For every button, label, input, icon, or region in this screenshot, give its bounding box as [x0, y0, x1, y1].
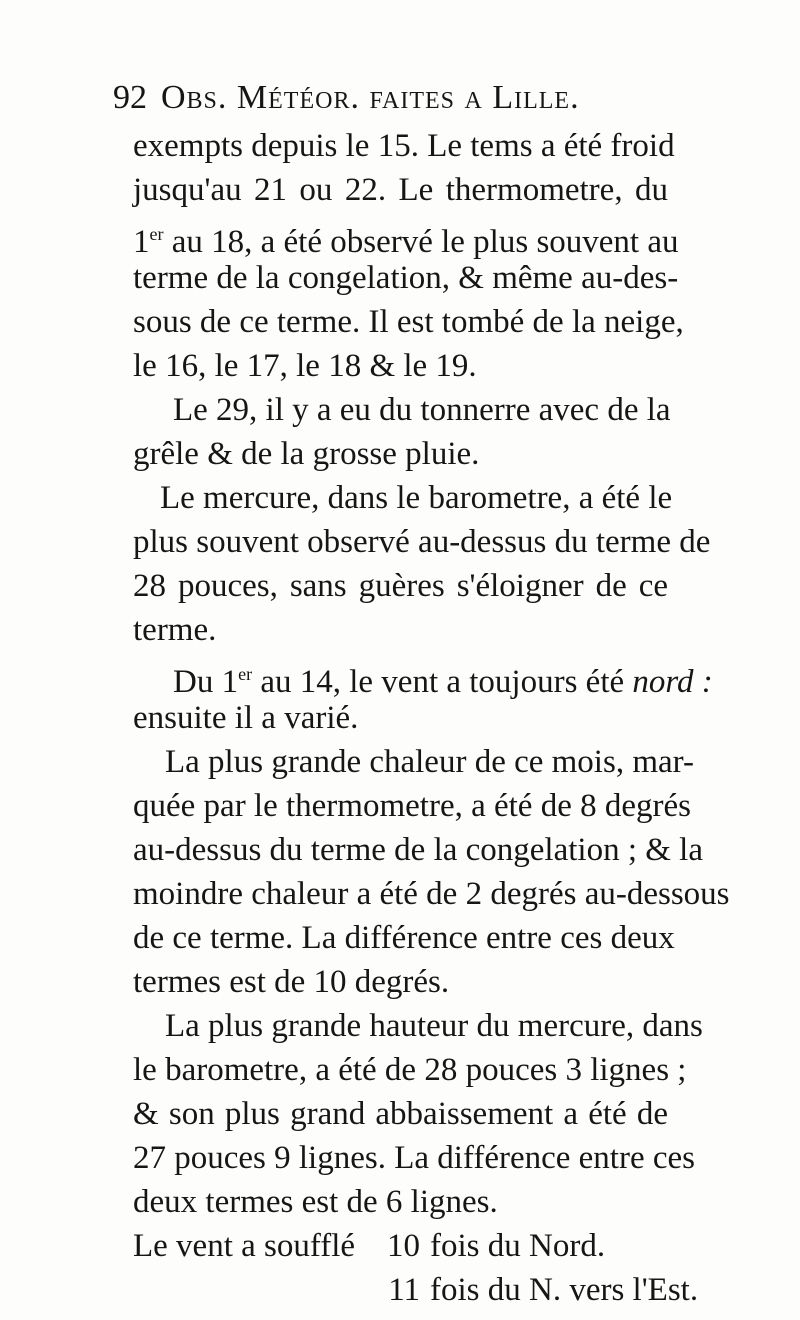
text-line: & son plus grand abbaissement a été de — [133, 1096, 668, 1132]
text-line: au-dessus du terme de la congelation ; & la — [133, 832, 703, 868]
text-line: sous de ce terme. Il est tombé de la neige, — [133, 304, 684, 340]
text-line: 28 pouces, sans guères s'éloigner de ce — [133, 568, 668, 604]
running-title: Obs. Météor. faites a Lille. — [161, 79, 580, 116]
text-line: le 16, le 17, le 18 & le 19. — [133, 348, 477, 384]
text-line: moindre chaleur a été de 2 degrés au-dessous — [133, 876, 730, 912]
wind-direction: fois du N. vers l'Est. — [430, 1272, 699, 1308]
text-line: ensuite il a varié. — [133, 700, 359, 736]
text-line: termes est de 10 degrés. — [133, 964, 450, 1000]
text-line: terme de la congelation, & même au-des- — [133, 260, 679, 296]
page-number: 92 — [113, 79, 147, 116]
text-line: Du 1er au 14, le vent a toujours été nord : — [173, 664, 713, 700]
text-line: deux termes est de 6 lignes. — [133, 1184, 498, 1220]
text-line: exempts depuis le 15. Le tems a été froid — [133, 128, 675, 164]
text-line: le barometre, a été de 28 pouces 3 lignes ; — [133, 1052, 687, 1088]
text-line: grêle & de la grosse pluie. — [133, 436, 480, 472]
text-line: Le mercure, dans le barometre, a été le — [160, 480, 673, 516]
text-line: jusqu'au 21 ou 22. Le thermometre, du — [133, 172, 668, 208]
text-line: La plus grande chaleur de ce mois, mar- — [165, 744, 694, 780]
wind-intro: Le vent a soufflé — [133, 1228, 356, 1264]
text-line: quée par le thermometre, a été de 8 degrés — [133, 788, 691, 824]
text-line: plus souvent observé au-dessus du terme de — [133, 524, 711, 560]
text-line: La plus grande hauteur du mercure, dans — [165, 1008, 703, 1044]
wind-count: 11 — [388, 1272, 420, 1308]
wind-direction: fois du Nord. — [430, 1228, 606, 1264]
text-line: 1er au 18, a été observé le plus souvent au — [133, 224, 679, 260]
text-line: terme. — [133, 612, 217, 648]
text-line: 27 pouces 9 lignes. La différence entre ces — [133, 1140, 695, 1176]
wind-count: 10 — [387, 1228, 420, 1264]
text-line: de ce terme. La différence entre ces deux — [133, 920, 675, 956]
text-line: Le 29, il y a eu du tonnerre avec de la — [173, 392, 671, 428]
running-header — [113, 70, 673, 126]
